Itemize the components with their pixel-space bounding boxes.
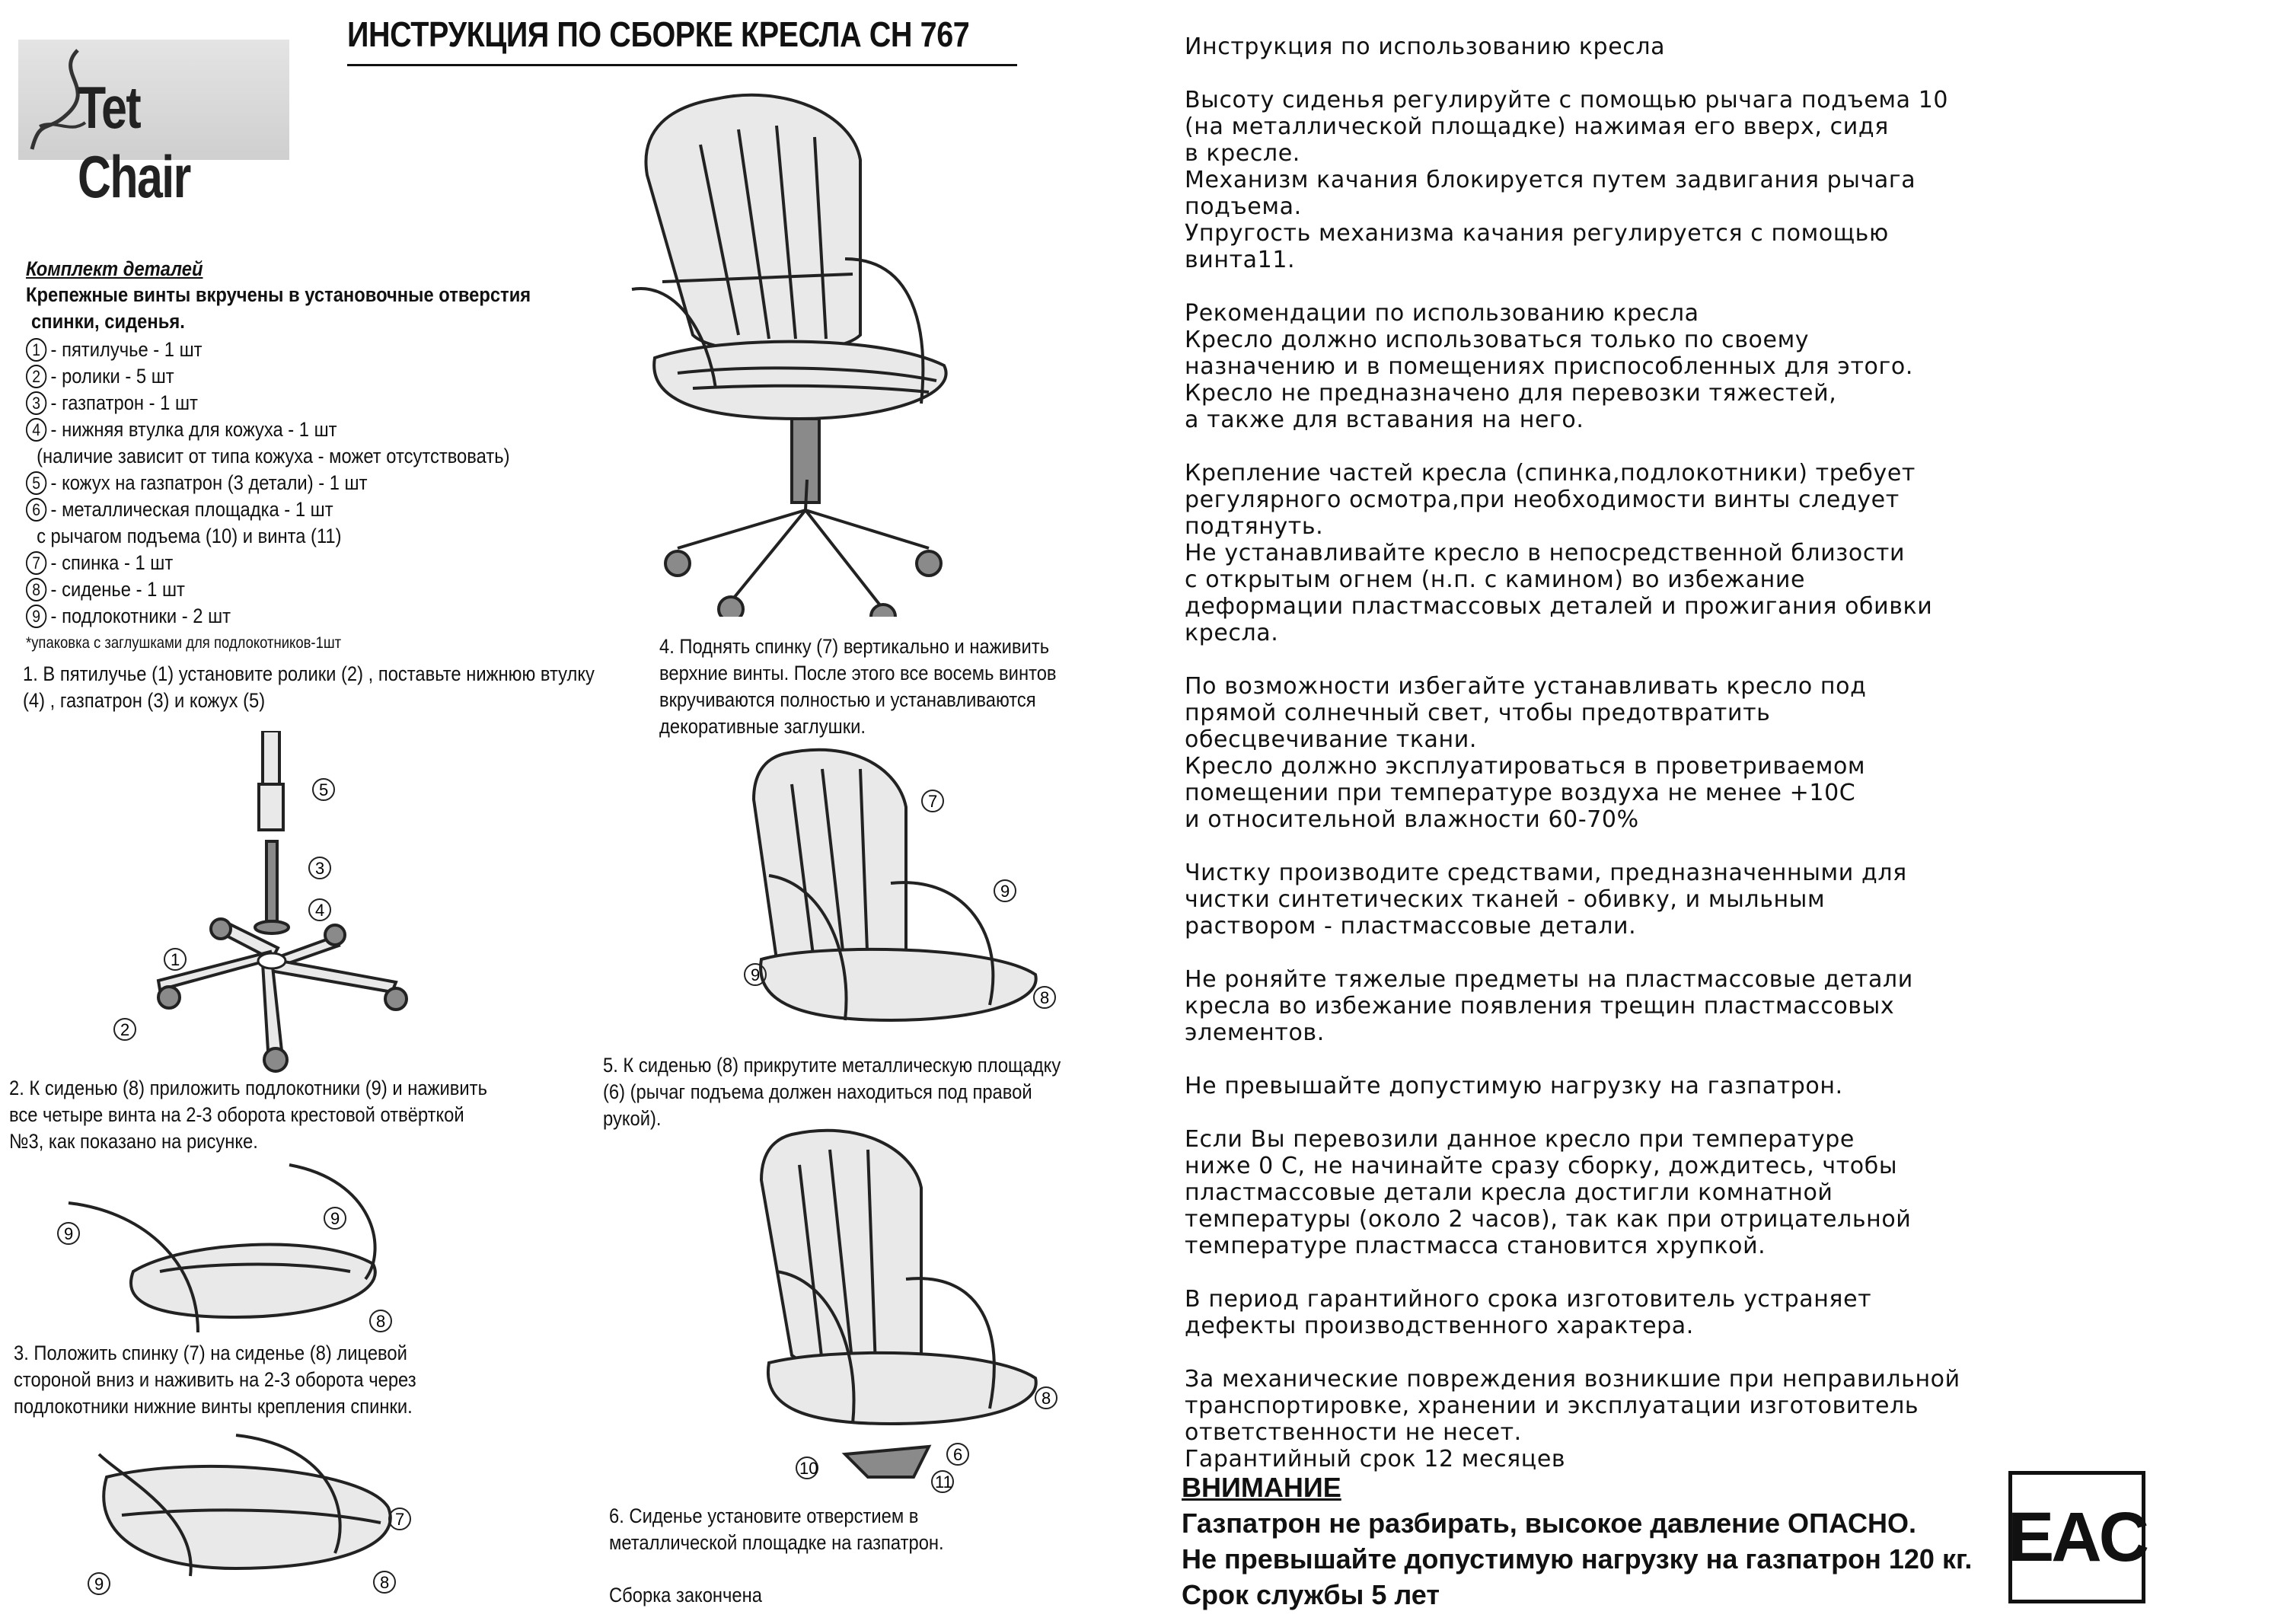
warning-heading: ВНИМАНИЕ [1182,1472,1341,1503]
item-number: 1 [26,338,46,362]
item-text: - нижняя втулка для кожуха - 1 шт [50,418,337,441]
usage-paragraph: За механические повреждения возникшие при неправильной транспортировке, хранении и эксплуатации изготовитель ответственности не несет. Гарантийный срок 12 месяцев [1185,1366,1960,1472]
svg-text:9: 9 [751,965,761,984]
item-number: 3 [26,391,46,415]
warning-line: Срок службы 5 лет [1182,1579,1440,1610]
list-item [26,550,509,576]
svg-text:3: 3 [315,859,325,878]
svg-text:8: 8 [376,1312,386,1331]
item-text: - газпатрон - 1 шт [50,391,198,414]
eac-certification-mark: EAC [2008,1471,2145,1603]
svg-text:8: 8 [1040,988,1050,1007]
item-text: (наличие зависит от типа кожуха - может отсутствовать) [37,445,510,467]
item-number: 4 [26,418,46,442]
list-item [26,523,509,550]
warning-line: Газпатрон не разбирать, высокое давление ОПАСНО. [1182,1508,1917,1539]
usage-paragraph: Не превышайте допустимую нагрузку на газпатрон. [1185,1073,1843,1099]
list-item [26,470,509,496]
item-number: 9 [26,605,46,628]
warning-block [1182,1469,1972,1613]
svg-text:8: 8 [380,1573,390,1592]
list-item [26,416,509,443]
usage-instructions [1185,34,2273,1472]
svg-text:2: 2 [120,1020,130,1039]
armrest-seat-illustration [46,1150,442,1340]
item-text: - пятилучье - 1 шт [50,338,203,361]
brand-logo [18,40,289,210]
svg-text:10: 10 [799,1459,818,1478]
svg-text:4: 4 [315,901,325,920]
svg-text:9: 9 [94,1575,104,1594]
kit-note-line: спинки, сиденья. [31,310,185,333]
item-number: 7 [26,551,46,575]
usage-paragraph: По возможности избегайте устанавливать кресло под прямой солнечный свет, чтобы предотвратить обесцвечивание ткани. Кресло должно эксплуатироваться в проветриваемом помещении при температуре воздуха не менее +10С и относительной влажности 60-70% [1185,673,1867,833]
usage-paragraph: Не роняйте тяжелые предметы на пластмассовые детали кресла во избежание появления трещин пластмассовых элементов. [1185,966,1913,1046]
item-text: - ролики - 5 шт [50,365,174,388]
step-5-text: 5. К сиденью (8) прикрутите металлическую площадку (6) (рычаг подъема должен находиться под правой рукой). [603,1054,1061,1130]
usage-paragraph: Чистку производите средствами, предназначенными для чистки синтетических тканей - обивку, и мыльным раствором - пластмассовые детали. [1185,860,1907,940]
kit-note-line: Крепежные винты вкручены в установочные отверстия [26,283,531,306]
item-text: с рычагом подъема (10) и винта (11) [37,525,342,547]
usage-paragraph: Если Вы перевозили данное кресло при температуре ниже 0 С, не начинайте сразу сборку, дождитесь, чтобы пластмассовые детали кресла достигли комнатной температуры (около 2 часов), так как при отрицательной температуре пластмасса становится хрупкой. [1185,1126,1912,1259]
list-item [26,496,509,523]
item-text: - спинка - 1 шт [50,551,174,574]
title-underline [347,64,1017,66]
item-text: - сиденье - 1 шт [50,578,185,601]
kit-note [26,282,531,335]
item-text: - металлическая площадка - 1 шт [50,498,333,521]
item-text: - подлокотники - 2 шт [50,605,231,627]
step-4-text: 4. Поднять спинку (7) вертикально и наживить верхние винты. После этого все восемь винтов вкручиваются полностью и устанавливаются декоративные заглушки. [659,635,1057,738]
step-6-text: 6. Сиденье установите отверстием в металлической площадке на газпатрон. [609,1504,944,1554]
svg-text:6: 6 [953,1445,963,1464]
svg-text:9: 9 [1000,882,1010,901]
svg-text:8: 8 [1042,1389,1051,1408]
item-number: 2 [26,365,46,388]
chair-illustration [609,84,1035,617]
usage-paragraph: В период гарантийного срока изготовитель устраняет дефекты производственного характера. [1185,1286,1872,1339]
svg-text:7: 7 [928,792,938,811]
list-item [26,363,509,390]
usage-paragraph: Высоту сиденья регулируйте с помощью рычага подъема 10 (на металлической площадке) нажимая его вверх, сидя в кресле. Механизм качания блокируется путем задвигания рычага подъема. Упругость механизма качания регулируется с помощью винта11. [1185,87,1949,273]
warning-line: Не превышайте допустимую нагрузку на газпатрон 120 кг. [1182,1543,1973,1575]
base-assembly-illustration [107,731,426,1089]
kit-heading: Комплект деталей [26,257,203,280]
list-item [26,337,509,363]
logo-text: Tet Chair [78,74,190,210]
plate-attach-illustration [731,1119,1081,1508]
back-attached-illustration [716,739,1081,1043]
svg-text:7: 7 [395,1510,405,1529]
step-3-text: 3. Положить спинку (7) на сиденье (8) лицевой стороной вниз и наживить на 2-3 оборота через подлокотники нижние винты крепления спинки. [14,1342,416,1418]
page-title: ИНСТРУКЦИЯ ПО СБОРКЕ КРЕСЛА CH 767 [347,14,970,54]
back-seat-illustration [46,1424,442,1614]
list-item [26,443,509,470]
svg-text:11: 11 [935,1472,952,1492]
item-text: - кожух на газпатрон (3 детали) - 1 шт [50,471,368,494]
kit-footnote: *упаковка с заглушками для подлокотников-1шт [26,634,342,652]
svg-text:1: 1 [171,950,180,969]
item-number: 6 [26,498,46,522]
item-number: 8 [26,578,46,601]
usage-paragraph: Крепление частей кресла (спинка,подлокотники) требует регулярного осмотра,при необходимости винты следует подтянуть. Не устанавливайте кресло в непосредственной близости с открытым огнем (н.п. с камином) во избежание деформации пластмассовых деталей и прожигания обивки кресла. [1185,460,1933,646]
list-item [26,390,509,416]
svg-text:5: 5 [319,780,329,799]
step-1-text: 1. В пятилучье (1) установите ролики (2) , поставьте нижнюю втулку (4) , газпатрон (3) и кожух (5) [23,662,595,712]
step-2-text: 2. К сиденью (8) приложить подлокотники (9) и наживить все четыре винта на 2-3 оборота крестовой отвёрткой №3, как показано на рисунке. [9,1077,487,1153]
kit-list [26,337,509,656]
svg-text:9: 9 [64,1224,74,1243]
list-item [26,603,509,630]
item-number: 5 [26,471,46,495]
svg-text:9: 9 [330,1209,340,1228]
usage-paragraph: Инструкция по использованию кресла [1185,34,1666,60]
usage-paragraph: Рекомендации по использованию кресла Кресло должно использоваться только по своему назначению и в помещениях приспособленных для этого. Кресло не предназначено для перевозки тяжестей, а также для вставания на него. [1185,300,1913,433]
assembly-done-text: Сборка закончена [609,1584,762,1606]
list-item [26,576,509,603]
